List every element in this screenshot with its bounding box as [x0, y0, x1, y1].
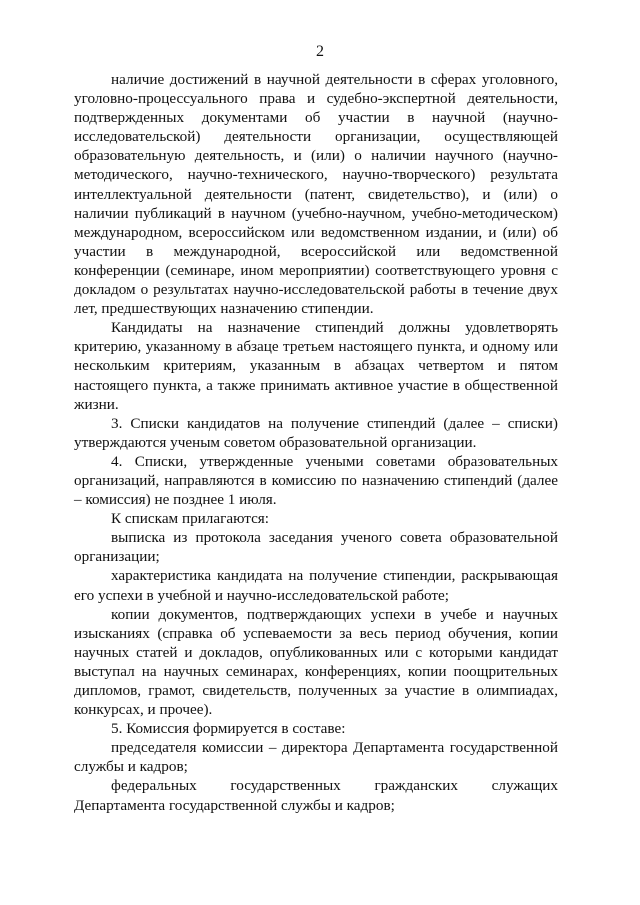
paragraph-candidate-requirements: Кандидаты на назначение стипендий должны удовлетворять критерию, указанному в абзаце третьем настоящего пункта, и одному или нескольким критериям, указанным в абзацах четвертом и пятом настоящего пункта, а также принимать активное участие в общественной жизни. — [74, 319, 558, 413]
paragraph-attachment-protocol: выписка из протокола заседания ученого совета образовательной организации; — [74, 529, 558, 566]
paragraph-attachments-intro: К спискам прилагаются: — [111, 510, 270, 528]
paragraph-attachment-copies: копии документов, подтверждающих успехи в учебе и научных изысканиях (справка об успеваемости за весь период обучения, копии научных статей и докладов, опубликованных или с которыми кандидат выступал на научных семинарах, конференциях, копии поощрительных дипломов, грамот, свидетельств, полученных за участие в олимпиадах, конкурсах, и прочее). — [74, 605, 558, 719]
paragraph-item-3: 3. Списки кандидатов на получение стипендий (далее – списки) утверждаются ученым советом образовательной организации. — [74, 414, 558, 451]
paragraph-commission-chair: председателя комиссии – директора Департамента государственной службы и кадров; — [74, 739, 558, 776]
paragraph-commission-members: федеральных государственных гражданских служащих Департамента государственной службы и кадров; — [74, 777, 558, 814]
document-body — [74, 70, 558, 815]
paragraph-item-4: 4. Списки, утвержденные учеными советами образовательных организаций, направляются в комиссию по назначению стипендий (далее – комиссия) не позднее 1 июля. — [74, 452, 558, 509]
paragraph-item-5: 5. Комиссия формируется в составе: — [111, 720, 346, 738]
paragraph-achievements-criterion: наличие достижений в научной деятельности в сферах уголовного, уголовно-процессуального права и судебно-экспертной деятельности, подтвержденных документами об участии в научной (научно-исследовательской) деятельности организации, осуществляющей образовательную деятельность, и (или) о наличии научного (научно-методического, научно-технического, научно-творческого) результата интеллектуальной деятельности (патент, свидетельство), и (или) о наличии публикаций в научном (учебно-научном, учебно-методическом) международном, всероссийском или ведомственном издании, и (или) об участии в международной, всероссийской или ведомственной конференции (семинаре, ином мероприятии) соответствующего уровня с докладом о результатах научно-исследовательской работы в течение двух лет, предшествующих назначению стипендии. — [74, 71, 558, 318]
page-number: 2 — [316, 43, 324, 60]
paragraph-attachment-characteristic: характеристика кандидата на получение стипендии, раскрывающая его успехи в учебной и научно-исследовательской работе; — [74, 567, 558, 604]
